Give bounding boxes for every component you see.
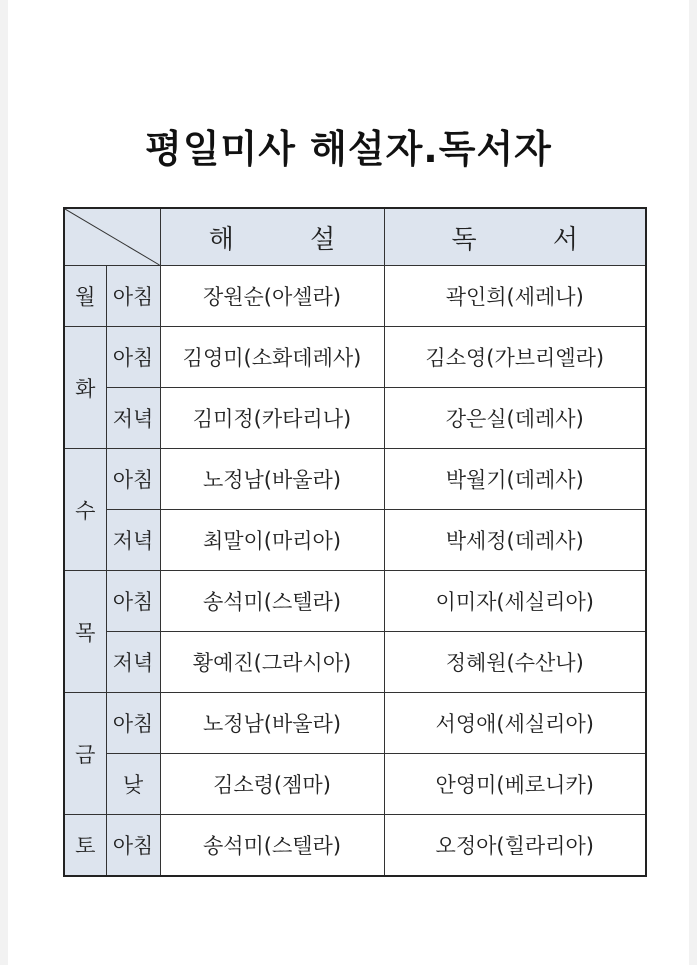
day-tuesday: 화 — [64, 327, 106, 449]
table-row — [64, 754, 646, 815]
commentator-cell: 송석미(스텔라) — [160, 815, 384, 877]
commentator-cell: 장원순(아셀라) — [160, 266, 384, 327]
reader-cell: 박월기(데레사) — [384, 449, 646, 510]
reader-cell: 서영애(세실리아) — [384, 693, 646, 754]
table-row — [64, 510, 646, 571]
table-row — [64, 449, 646, 510]
commentator-cell: 최말이(마리아) — [160, 510, 384, 571]
slot-label: 아침 — [106, 693, 160, 754]
table-row — [64, 327, 646, 388]
table-row — [64, 388, 646, 449]
header-row — [64, 208, 646, 266]
table-row — [64, 632, 646, 693]
schedule-table — [63, 207, 647, 877]
table-row — [64, 815, 646, 877]
reader-cell: 이미자(세실리아) — [384, 571, 646, 632]
header-reader: 독 서 — [384, 208, 646, 266]
day-thursday: 목 — [64, 571, 106, 693]
commentator-cell: 김소령(젬마) — [160, 754, 384, 815]
reader-cell: 오정아(힐라리아) — [384, 815, 646, 877]
slot-label: 아침 — [106, 266, 160, 327]
reader-cell: 안영미(베로니카) — [384, 754, 646, 815]
reader-cell: 김소영(가브리엘라) — [384, 327, 646, 388]
slot-label: 아침 — [106, 815, 160, 877]
slot-label: 낮 — [106, 754, 160, 815]
commentator-cell: 황예진(그라시아) — [160, 632, 384, 693]
slot-label: 아침 — [106, 449, 160, 510]
commentator-cell: 송석미(스텔라) — [160, 571, 384, 632]
slot-label: 저녁 — [106, 388, 160, 449]
reader-cell: 박세정(데레사) — [384, 510, 646, 571]
day-friday: 금 — [64, 693, 106, 815]
commentator-cell: 김영미(소화데레사) — [160, 327, 384, 388]
commentator-cell: 김미정(카타리나) — [160, 388, 384, 449]
diagonal-divider — [65, 209, 160, 265]
table-row — [64, 571, 646, 632]
commentator-cell: 노정남(바울라) — [160, 449, 384, 510]
reader-cell: 정혜원(수산나) — [384, 632, 646, 693]
slot-label: 아침 — [106, 327, 160, 388]
header-commentator: 해 설 — [160, 208, 384, 266]
page-title: 평일미사 해설자.독서자 — [145, 127, 552, 171]
slot-label: 아침 — [106, 571, 160, 632]
table-row — [64, 266, 646, 327]
slot-label: 저녁 — [106, 632, 160, 693]
table-row — [64, 693, 646, 754]
reader-cell: 곽인희(세레나) — [384, 266, 646, 327]
day-monday: 월 — [64, 266, 106, 327]
slot-label: 저녁 — [106, 510, 160, 571]
reader-cell: 강은실(데레사) — [384, 388, 646, 449]
commentator-cell: 노정남(바울라) — [160, 693, 384, 754]
day-saturday: 토 — [64, 815, 106, 877]
day-wednesday: 수 — [64, 449, 106, 571]
corner-cell — [64, 208, 160, 266]
